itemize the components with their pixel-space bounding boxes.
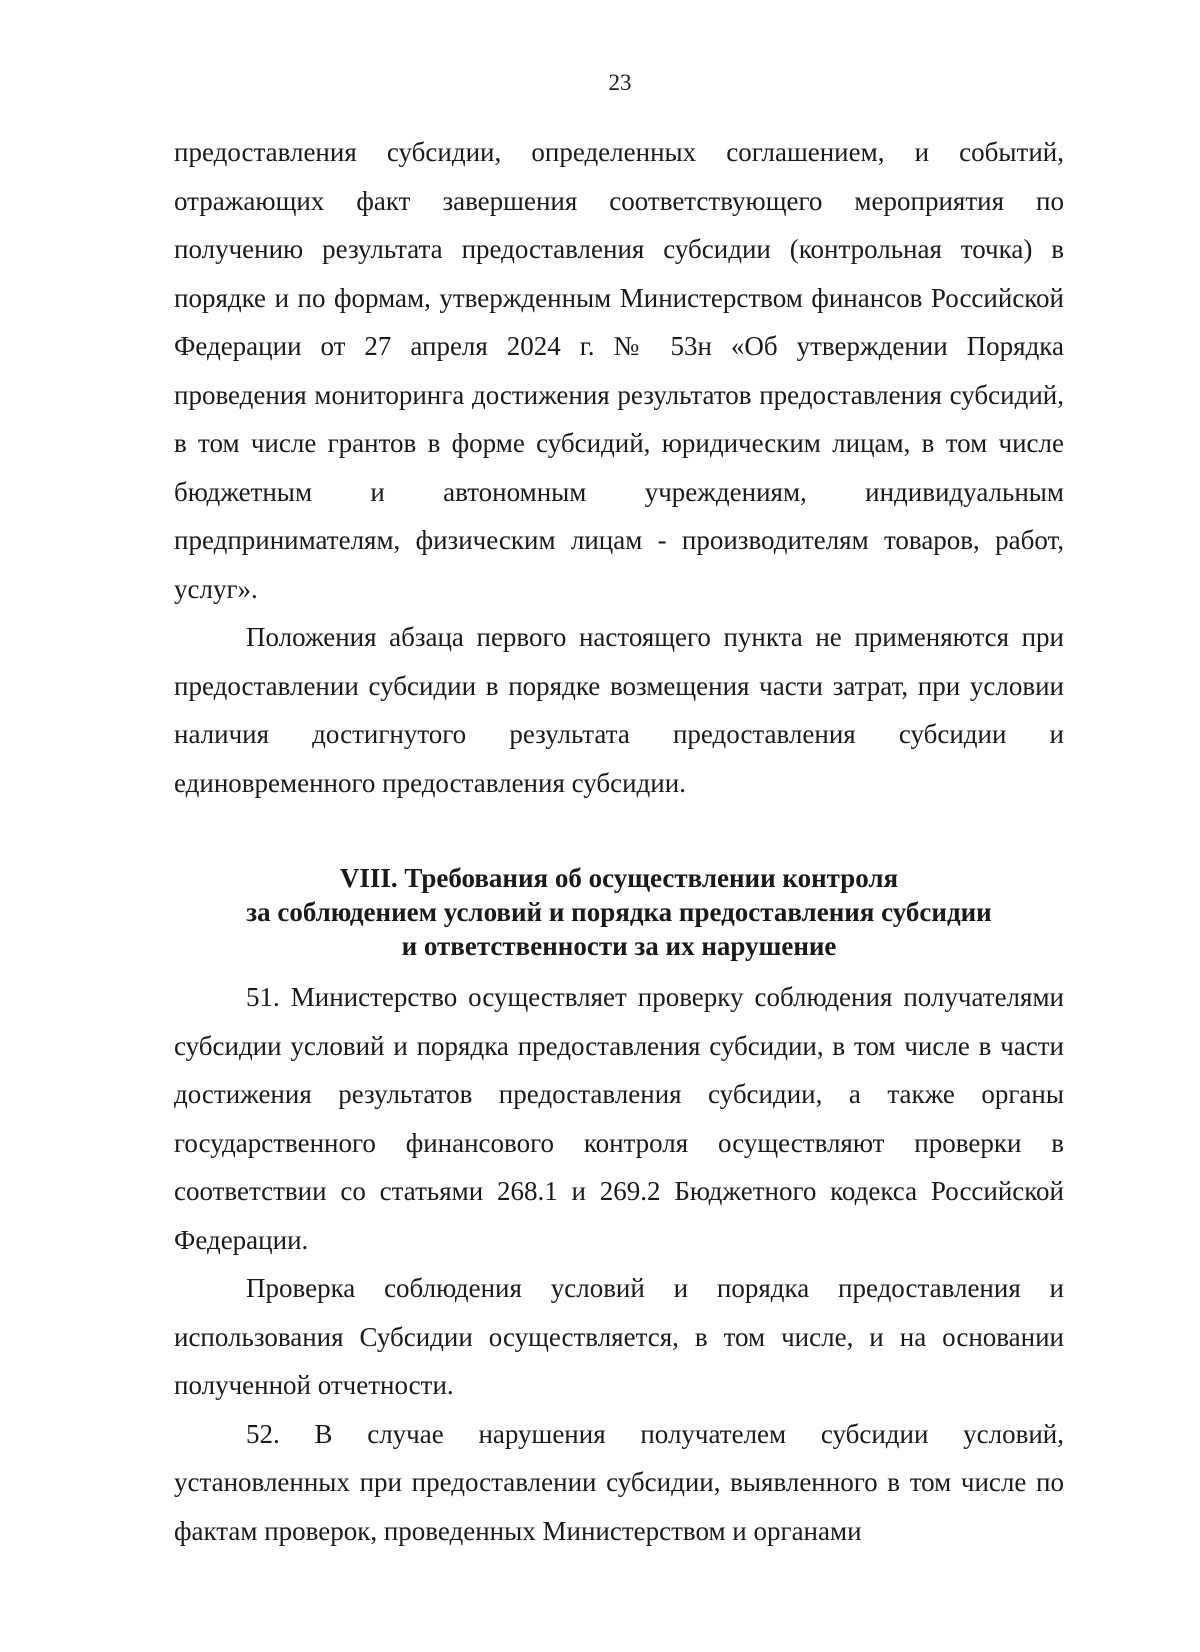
paragraph-continuation: предоставления субсидии, определенных соглашением, и событий, отражающих факт завершения соответствующего мероприятия по получению результата предоставления субсидии (контрольная точка) в порядке и по формам, утвержденным Министерством финансов Российской Федерации от 27 апреля 2024 г. № 53н «Об утверждении Порядка проведения мониторинга достижения результатов предоставления субсидий, в том числе грантов в форме субсидий, юридическим лицам, в том числе бюджетным и автономным учреждениям, индивидуальным предпринимателям, физическим лицам - производителям товаров, работ, услуг». (174, 137, 1064, 604)
paragraph-verification: Проверка соблюдения условий и порядка предоставления и использования Субсидии осуществляется, в том числе, и на основании полученной отчетности. (174, 1273, 1064, 1400)
section-heading-line-1: VIII. Требования об осуществлении контроля (339, 863, 899, 893)
section-heading (174, 861, 1064, 963)
paragraph-item-52: 52. В случае нарушения получателем субсидии условий, установленных при предоставлении субсидии, выявленного в том числе по фактам проверок, проведенных Министерством и органами (174, 1418, 1064, 1546)
page-number: 23 (608, 70, 632, 95)
paragraph-exception: Положения абзаца первого настоящего пункта не применяются при предоставлении субсидии в порядке возмещения части затрат, при условии наличия достигнутого результата предоставления субсидии и единовременного предоставления субсидии. (174, 622, 1064, 798)
section-heading-line-2: за соблюдением условий и порядка предоставления субсидии (246, 897, 992, 927)
section-heading-line-3: и ответственности за их нарушение (401, 931, 837, 961)
document-body (174, 128, 1064, 1555)
paragraph-item-51: 51. Министерство осуществляет проверку соблюдения получателями субсидии условий и порядка предоставления субсидии, в том числе в части достижения результатов предоставления субсидии, а также органы государственного финансового контроля осуществляют проверки в соответствии со статьями 268.1 и 269.2 Бюджетного кодекса Российской Федерации. (174, 982, 1064, 1255)
